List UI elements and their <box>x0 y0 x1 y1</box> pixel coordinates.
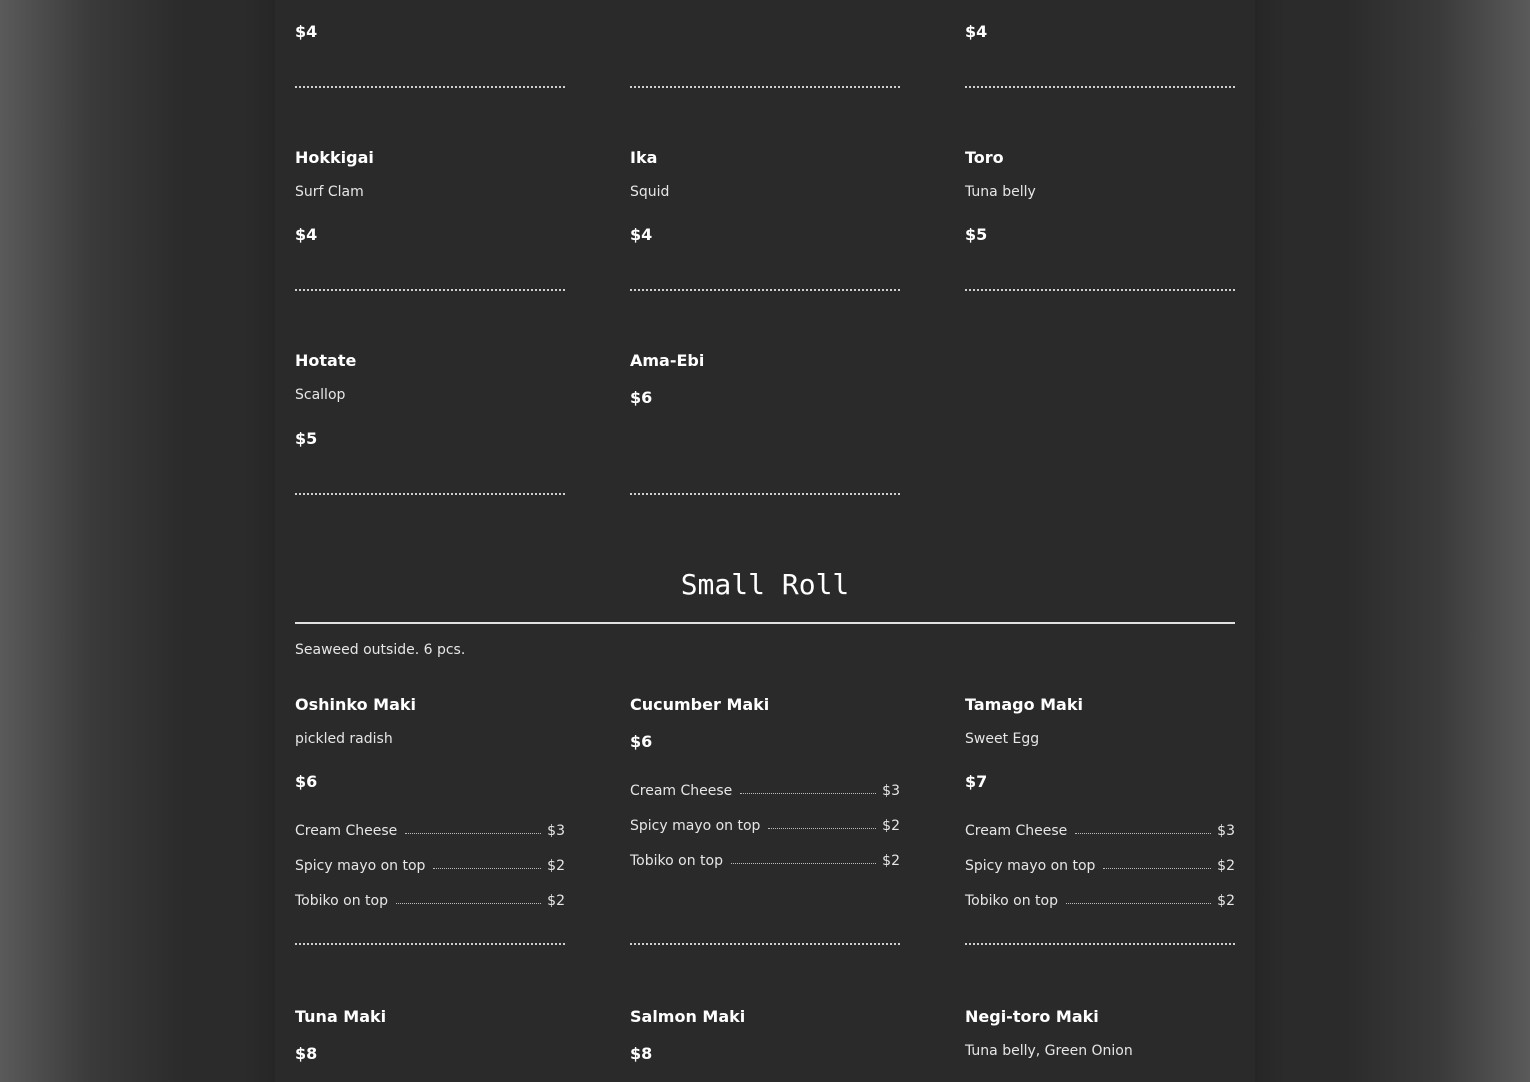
addon-row <box>630 849 900 869</box>
item-divider <box>630 86 900 88</box>
addon-leader <box>740 793 876 794</box>
item-price: $6 <box>630 388 653 407</box>
addon-label: Spicy mayo on top <box>630 818 761 834</box>
addon-label: Cream Cheese <box>965 823 1068 839</box>
addon-price: $3 <box>547 823 565 839</box>
item-description: Sweet Egg <box>965 731 1040 747</box>
item-price: $4 <box>295 22 318 41</box>
item-name: Negi-toro Maki <box>965 1007 1099 1026</box>
item-divider <box>295 493 565 495</box>
addon-label: Tobiko on top <box>630 853 723 869</box>
addon-leader <box>433 868 541 869</box>
item-divider <box>630 943 900 945</box>
section-divider <box>295 622 1235 624</box>
addon-row <box>965 819 1235 839</box>
addon-price: $2 <box>1217 858 1235 874</box>
addon-row <box>965 854 1235 874</box>
item-divider <box>965 943 1235 945</box>
addon-price: $2 <box>547 893 565 909</box>
section-note: Seaweed outside. 6 pcs. <box>295 642 466 658</box>
item-name: Ika <box>630 148 658 167</box>
item-name: Cucumber Maki <box>630 695 770 714</box>
item-divider <box>630 493 900 495</box>
item-price: $6 <box>295 772 318 791</box>
addon-row <box>295 889 565 909</box>
item-description: Tuna belly <box>965 184 1036 200</box>
addon-label: Tobiko on top <box>295 893 388 909</box>
addon-row <box>295 819 565 839</box>
item-description: Squid <box>630 184 670 200</box>
addon-leader <box>731 863 876 864</box>
item-name: Oshinko Maki <box>295 695 417 714</box>
item-description: pickled radish <box>295 731 393 747</box>
menu-panel <box>275 0 1255 1082</box>
item-price: $4 <box>630 225 653 244</box>
addon-label: Spicy mayo on top <box>965 858 1096 874</box>
addon-leader <box>405 833 541 834</box>
item-divider <box>295 289 565 291</box>
item-divider <box>965 289 1235 291</box>
item-price: $8 <box>630 1044 653 1063</box>
addon-leader <box>1103 868 1211 869</box>
item-name: Ama-Ebi <box>630 351 705 370</box>
addon-label: Cream Cheese <box>630 783 733 799</box>
addon-label: Tobiko on top <box>965 893 1058 909</box>
item-name: Salmon Maki <box>630 1007 746 1026</box>
addon-price: $2 <box>1217 893 1235 909</box>
item-name: Hokkigai <box>295 148 374 167</box>
item-price: $5 <box>295 429 318 448</box>
addon-row <box>630 814 900 834</box>
addon-price: $3 <box>882 783 900 799</box>
item-price: $5 <box>965 225 988 244</box>
item-divider <box>295 86 565 88</box>
item-price: $8 <box>295 1044 318 1063</box>
item-price: $4 <box>965 22 988 41</box>
addon-row <box>965 889 1235 909</box>
addon-label: Spicy mayo on top <box>295 858 426 874</box>
item-name: Hotate <box>295 351 357 370</box>
item-price: $6 <box>630 732 653 751</box>
addon-label: Cream Cheese <box>295 823 398 839</box>
item-description: Scallop <box>295 387 346 403</box>
item-description: Tuna belly, Green Onion <box>965 1043 1133 1059</box>
addon-price: $2 <box>882 853 900 869</box>
item-divider <box>630 289 900 291</box>
addon-price: $2 <box>547 858 565 874</box>
item-divider <box>965 86 1235 88</box>
addon-row <box>630 779 900 799</box>
addon-leader <box>768 828 876 829</box>
item-name: Toro <box>965 148 1004 167</box>
item-name: Tuna Maki <box>295 1007 387 1026</box>
item-name: Tamago Maki <box>965 695 1083 714</box>
item-divider <box>295 943 565 945</box>
addon-leader <box>1075 833 1211 834</box>
addon-leader <box>396 903 541 904</box>
addon-price: $2 <box>882 818 900 834</box>
addon-price: $3 <box>1217 823 1235 839</box>
item-description: Surf Clam <box>295 184 364 200</box>
addon-row <box>295 854 565 874</box>
addon-leader <box>1066 903 1211 904</box>
item-price: $4 <box>295 225 318 244</box>
section-title: Small Roll <box>680 568 850 601</box>
item-price: $7 <box>965 772 988 791</box>
